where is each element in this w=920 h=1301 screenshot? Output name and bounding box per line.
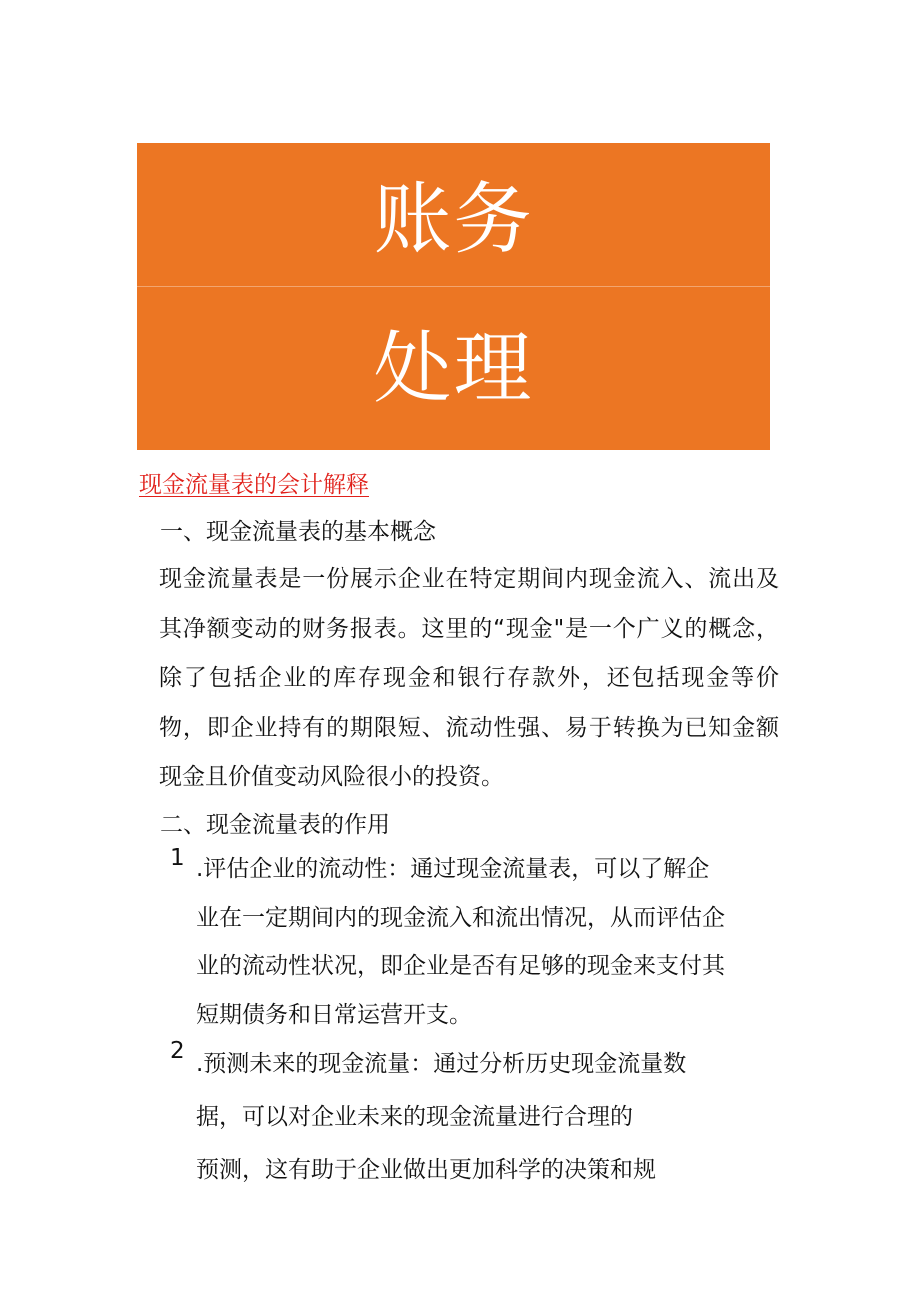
list-item (170, 845, 780, 1039)
list-item-number: 2 (170, 1038, 185, 1064)
list-item-line: .预测未来的现金流量：通过分析历史现金流量数 (196, 1051, 687, 1077)
list-item-line: 预测，这有助于企业做出更加科学的决策和规 (196, 1157, 656, 1183)
list-item-line: 业在一定期间内的现金流入和流出情况，从而评估企 (196, 904, 725, 931)
list-item-line: .评估企业的流动性：通过现金流量表，可以了解企 (196, 856, 710, 882)
section-2-heading: 二、现金流量表的作用 (160, 812, 390, 838)
list-item-line: 业的流动性状况，即企业是否有足够的现金来支付其 (196, 953, 725, 979)
banner-line-1: 账务 (373, 175, 534, 265)
document-title: 现金流量表的会计解释 (139, 472, 369, 498)
banner-divider (137, 286, 770, 287)
list-item (170, 1038, 780, 1197)
section-1-heading: 一、现金流量表的基本概念 (160, 519, 436, 545)
title-banner (137, 143, 770, 450)
banner-line-2: 处理 (373, 324, 534, 414)
list-item-number: 1 (170, 845, 185, 871)
list-item-line: 短期债务和日常运营开支。 (196, 1001, 472, 1028)
list-item-line: 据，可以对企业未来的现金流量进行合理的 (196, 1104, 633, 1130)
section-1-paragraph: 现金流量表是一份展示企业在特定期间内现金流入、流出及其净额变动的财务报表。这里的“现金"是一个广义的概念，除了包括企业的库存现金和银行存款外，还包括现金等价物，即企业持有的期限短、流动性强、易于转换为已知金额现金且价值变动风险很小的投资。 (159, 566, 779, 790)
